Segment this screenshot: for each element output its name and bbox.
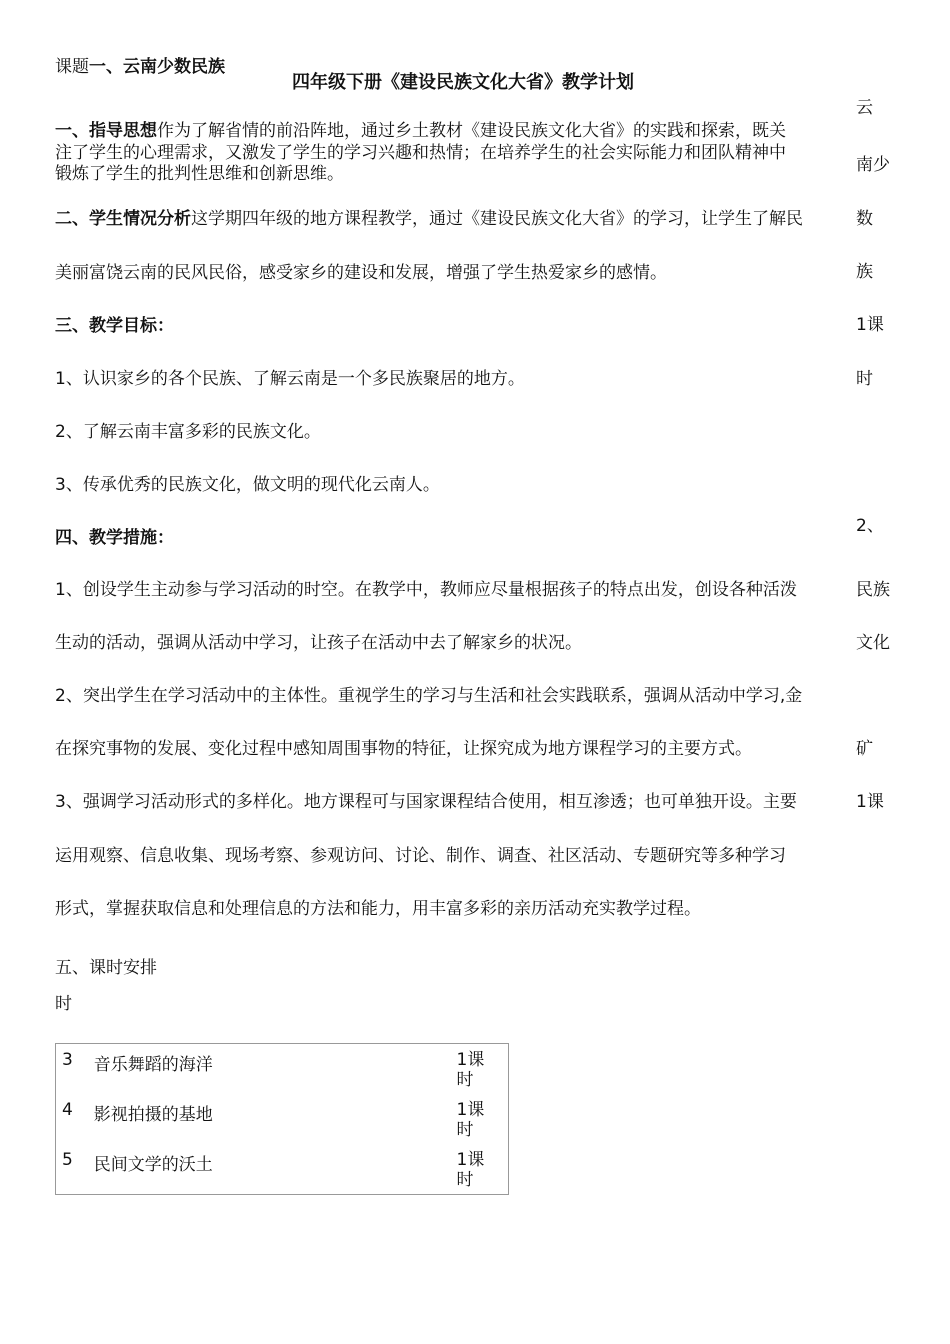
- hours-line1: 1课: [456, 1100, 485, 1120]
- lesson-name: 音乐舞蹈的海洋: [93, 1055, 213, 1075]
- measure2-line2: 在探究事物的发展、变化过程中感知周围事物的特征，让探究成为地方课程学习的主要方式。: [55, 739, 752, 759]
- section5-heading: 五、课时安排: [55, 958, 157, 978]
- side-fragment: 族: [856, 262, 873, 282]
- side-fragment: 南少: [856, 155, 890, 175]
- lesson-name: 民间文学的沃土: [93, 1155, 213, 1175]
- section2-line2: 美丽富饶云南的民风民俗，感受家乡的建设和发展，增强了学生热爱家乡的感情。: [55, 263, 667, 283]
- schedule-table: [55, 1043, 509, 1195]
- side-fragment: 文化: [856, 633, 890, 653]
- hours-line2: 时: [456, 1070, 474, 1090]
- section3-heading-text: 三、教学目标：: [55, 316, 174, 336]
- goal-item-1: 1、认识家乡的各个民族、了解云南是一个多民族聚居的地方。: [55, 369, 525, 389]
- side-fragment: 时: [856, 369, 873, 389]
- table-row: [56, 1144, 509, 1195]
- section1-line1: [55, 120, 786, 142]
- section3-heading: [55, 315, 174, 337]
- lesson-name: 影视拍摄的基地: [93, 1105, 213, 1125]
- hours-line1: 1课: [456, 1050, 485, 1070]
- topic-prefix: 课题: [55, 57, 89, 77]
- section2-heading: 二、学生情况分析: [55, 209, 191, 229]
- side-fragment: 2、: [856, 516, 884, 536]
- section4-heading: [55, 527, 174, 549]
- hours-line1: 1课: [456, 1150, 485, 1170]
- section1-heading: 一、指导思想: [55, 121, 157, 141]
- hours-line2: 时: [456, 1170, 474, 1190]
- side-fragment: 1课: [856, 792, 884, 812]
- lesson-hours: [457, 1044, 509, 1094]
- measure3-line1: 3、强调学习活动形式的多样化。地方课程可与国家课程结合使用，相互渗透；也可单独开设。主要: [55, 792, 797, 812]
- row-number: 4: [62, 1100, 73, 1120]
- section2-line1: [55, 208, 803, 230]
- goal-item-3: 3、传承优秀的民族文化，做文明的现代化云南人。: [55, 475, 440, 495]
- goal-item-2: 2、了解云南丰富多彩的民族文化。: [55, 422, 321, 442]
- document-title: 四年级下册《建设民族文化大省》教学计划: [292, 72, 634, 93]
- section4-heading-text: 四、教学措施：: [55, 528, 174, 548]
- topic-label: [55, 52, 225, 77]
- topic-name: 一、云南少数民族: [89, 57, 225, 77]
- side-fragment: 数: [856, 209, 873, 229]
- measure1-line2: 生动的活动，强调从活动中学习，让孩子在活动中去了解家乡的状况。: [55, 633, 582, 653]
- measure3-line3: 形式，掌握获取信息和处理信息的方法和能力，用丰富多彩的亲历活动充实教学过程。: [55, 899, 701, 919]
- measure2-line1: 2、突出学生在学习活动中的主体性。重视学生的学习与生活和社会实践联系，强调从活动中学习,金: [55, 686, 803, 706]
- side-fragment: 1课: [856, 315, 884, 335]
- table-row: [56, 1044, 509, 1095]
- section1-text1: 作为了解省情的前沿阵地，通过乡土教材《建设民族文化大省》的实践和探索，既关: [157, 121, 786, 141]
- section5-fragment: 时: [55, 994, 72, 1014]
- row-number: 3: [62, 1050, 73, 1070]
- side-fragment: 矿: [856, 739, 873, 759]
- side-fragment: 云: [856, 98, 873, 118]
- lesson-hours: [457, 1094, 509, 1144]
- lesson-hours: [457, 1144, 509, 1194]
- measure3-line2: 运用观察、信息收集、现场考察、参观访问、讨论、制作、调查、社区活动、专题研究等多种学习: [55, 846, 786, 866]
- measure1-line1: 1、创设学生主动参与学习活动的时空。在教学中，教师应尽量根据孩子的特点出发，创设各种活泼: [55, 580, 797, 600]
- table-row: [56, 1094, 509, 1144]
- section2-text1: 这学期四年级的地方课程教学，通过《建设民族文化大省》的学习，让学生了解民: [191, 209, 803, 229]
- section1-line3: 锻炼了学生的批判性思维和创新思维。: [55, 164, 344, 184]
- side-fragment: 民族: [856, 580, 890, 600]
- hours-line2: 时: [456, 1120, 474, 1140]
- row-number: 5: [62, 1150, 73, 1170]
- section1-line2: 注了学生的心理需求，又激发了学生的学习兴趣和热情；在培养学生的社会实际能力和团队精神中: [55, 143, 786, 163]
